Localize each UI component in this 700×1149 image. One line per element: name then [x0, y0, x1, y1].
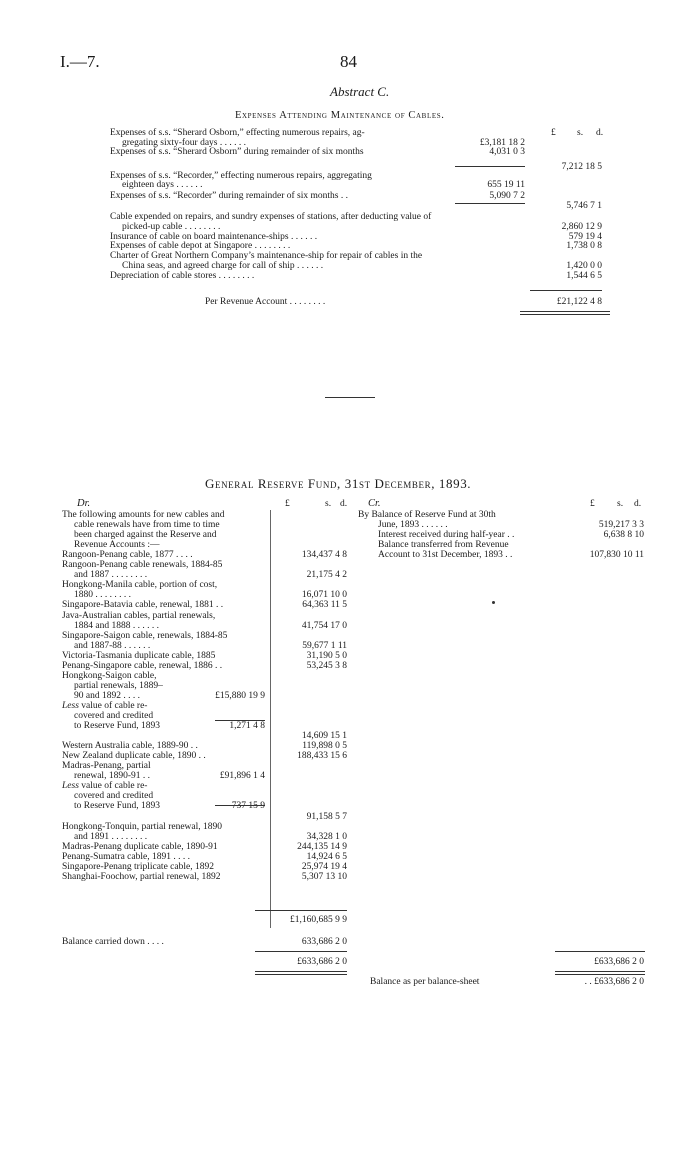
debit-amount: 34,328 1 0: [306, 832, 347, 842]
debit-line-text: and 1887-88 . . . . . .: [74, 641, 151, 651]
debit-line-text: cable renewals have from time to time: [74, 520, 220, 530]
debit-line-text: Java-Australian cables, partial renewals,: [62, 611, 216, 621]
cr-balance-label: Balance as per balance-sheet: [370, 977, 480, 987]
credit-amount: 6,638 8 10: [603, 530, 644, 540]
abstract-title: Abstract C.: [330, 84, 390, 99]
cr-balance-value: . . £633,686 2 0: [584, 977, 644, 987]
cr-currency-pound: £: [590, 499, 595, 509]
debit-line-text: renewal, 1890-91 . .: [74, 771, 150, 781]
credit-line-text: Balance transferred from Revenue: [378, 540, 509, 550]
currency-pound-header: £: [551, 128, 556, 138]
dr-total-double-rule: [255, 971, 347, 975]
debit-line-text: New Zealand duplicate cable, 1890 . .: [62, 751, 206, 761]
dr-subtotal-rule: [255, 910, 347, 911]
subtotal-rule: [455, 166, 525, 167]
less-label: Less: [62, 781, 79, 791]
abstract-line-total: 5,746 7 1: [566, 201, 602, 211]
dr-total: £633,686 2 0: [297, 957, 347, 967]
debit-line-text: Less value of cable re-: [62, 781, 148, 791]
cr-total-double-rule: [555, 971, 645, 975]
debit-line-text: Victoria-Tasmania duplicate cable, 1885: [62, 651, 216, 661]
debit-line-text: Hongkong-Saigon cable,: [62, 671, 157, 681]
debit-line-text: 1884 and 1888 . . . . . .: [74, 621, 159, 631]
cr-total: £633,686 2 0: [594, 957, 644, 967]
debit-line-text: partial renewals, 1889–: [74, 681, 163, 691]
debit-amount: 14,924 6 5: [306, 852, 347, 862]
debit-amount: 41,754 17 0: [301, 621, 347, 631]
abstract-line-text: Expenses of s.s. “Recorder” during remainder of six months . .: [110, 191, 348, 201]
debit-line-text: and 1891 . . . . . . . .: [74, 832, 148, 842]
debit-line-text: covered and credited: [74, 791, 154, 801]
debit-line-text: The following amounts for new cables and: [62, 510, 225, 520]
debit-line-text: Penang-Singapore cable, renewal, 1886 . .: [62, 661, 223, 671]
debit-line-text: Singapore-Saigon cable, renewals, 1884-85: [62, 631, 228, 641]
document-reference: I.—7.: [60, 52, 100, 71]
credit-amount: 107,830 10 11: [589, 550, 644, 560]
debit-inner-amount: £15,880 19 9: [215, 691, 265, 701]
dr-currency-pence: d.: [340, 499, 348, 509]
debit-amount: 119,898 0 5: [302, 741, 347, 751]
cr-currency-pence: d.: [634, 499, 642, 509]
debit-line-text: Madras-Penang, partial: [62, 761, 151, 771]
reserve-title: General Reserve Fund, 31st December, 1893.: [205, 476, 472, 491]
cr-label: Cr.: [368, 498, 381, 509]
debit-amount: 59,677 1 11: [302, 641, 347, 651]
debit-amount: 31,190 5 0: [306, 651, 347, 661]
debit-amount: 5,307 13 10: [301, 872, 347, 882]
abstract-line-amount: 4,031 0 3: [489, 147, 525, 157]
debit-line-text: Revenue Accounts :—: [74, 540, 160, 550]
debit-inner-amount: 737 15 9: [231, 801, 265, 811]
debit-amount: 25,974 19 4: [301, 862, 347, 872]
inner-rule: [215, 805, 265, 806]
dr-total-rule: [255, 951, 347, 952]
abstract-line-total: 1,738 0 8: [566, 241, 602, 251]
currency-pence-header: d.: [596, 128, 604, 138]
debit-line-text: Singapore-Batavia cable, renewal, 1881 . .: [62, 600, 224, 610]
debit-amount: 188,433 15 6: [297, 751, 347, 761]
debit-line-text: and 1887 . . . . . . . .: [74, 570, 148, 580]
total-rule: [530, 290, 602, 291]
debit-line-text: covered and credited: [74, 711, 154, 721]
dr-label: Dr.: [77, 498, 91, 509]
debit-amount: 244,135 14 9: [297, 842, 347, 852]
section-separator: [325, 397, 375, 398]
inner-rule: [215, 720, 265, 721]
abstract-line-amount: 5,090 7 2: [489, 191, 525, 201]
abstract-line-amount: 655 19 11: [487, 180, 525, 190]
abstract-line-total: 7,212 18 5: [561, 162, 602, 172]
abstract-line-text: Depreciation of cable stores . . . . . . . .: [110, 271, 255, 281]
currency-shilling-header: s.: [577, 128, 584, 138]
debit-column-rule: [270, 510, 271, 928]
dr-currency-shilling: s.: [325, 499, 332, 509]
abstract-line-text: picked-up cable . . . . . . . .: [122, 222, 221, 232]
abstract-line-amount: £3,181 18 2: [479, 138, 525, 148]
abstract-line-text: China seas, and agreed charge for call of ship . . . . . .: [122, 261, 324, 271]
debit-inner-amount: £91,896 1 4: [219, 771, 265, 781]
debit-line-text: been charged against the Reserve and: [74, 530, 217, 540]
abstract-line-text: Charter of Great Northern Company’s maintenance-ship for repair of cables in the: [110, 251, 423, 261]
debit-line-text: 90 and 1892 . . . .: [74, 691, 140, 701]
abstract-line-total: 2,860 12 9: [561, 222, 602, 232]
abstract-line-text: Expenses of s.s. “Recorder,” effecting numerous repairs, aggregating: [110, 171, 372, 181]
credit-line-text: Interest received during half-year . .: [378, 530, 515, 540]
ink-dot: [492, 601, 495, 604]
debit-amount: 134,437 4 8: [301, 550, 347, 560]
less-label: Less: [62, 701, 79, 711]
abstract-line-text: Cable expended on repairs, and sundry expenses of stations, after deducting value of: [110, 212, 432, 222]
dr-subtotal: £1,160,685 9 9: [290, 915, 347, 925]
credit-line-text: June, 1893 . . . . . .: [378, 520, 448, 530]
abstract-line-total: 1,544 6 5: [566, 271, 602, 281]
debit-line-text: Western Australia cable, 1889-90 . .: [62, 741, 198, 751]
debit-amount: 91,158 5 7: [306, 812, 347, 822]
debit-line-text: Rangoon-Penang cable renewals, 1884-85: [62, 560, 223, 570]
debit-line-text: Hongkong-Tonquin, partial renewal, 1890: [62, 822, 223, 832]
debit-line-text: Madras-Penang duplicate cable, 1890-91: [62, 842, 218, 852]
abstract-line-text: Expenses of s.s. “Sherard Osborn,” effecting numerous repairs, ag-: [110, 128, 365, 138]
debit-line-text: to Reserve Fund, 1893: [74, 721, 161, 731]
page-number: 84: [340, 52, 357, 71]
abstract-subtitle: Expenses Attending Maintenance of Cables.: [235, 110, 445, 121]
abstract-total-label: Per Revenue Account . . . . . . . .: [205, 297, 326, 307]
debit-amount: 53,245 3 8: [306, 661, 347, 671]
debit-line-text: Less value of cable re-: [62, 701, 148, 711]
total-double-rule: [520, 311, 610, 315]
debit-line-text: Hongkong-Manila cable, portion of cost,: [62, 580, 218, 590]
abstract-line-total: 1,420 0 0: [566, 261, 602, 271]
debit-line-text: to Reserve Fund, 1893: [74, 801, 161, 811]
debit-line-text: Shanghai-Foochow, partial renewal, 1892: [62, 872, 221, 882]
debit-amount: 14,609 15 1: [301, 731, 347, 741]
debit-inner-amount: 1,271 4 8: [229, 721, 265, 731]
debit-amount: 16,071 10 0: [301, 590, 347, 600]
cr-total-rule: [555, 951, 645, 952]
subtotal-rule: [455, 203, 525, 204]
credit-amount: 519,217 3 3: [598, 520, 644, 530]
abstract-total-value: £21,122 4 8: [556, 297, 602, 307]
abstract-line-text: Expenses of s.s. “Sherard Osborn” during remainder of six months: [110, 147, 364, 157]
credit-line-text: Account to 31st December, 1893 . .: [378, 550, 513, 560]
abstract-line-text: Expenses of cable depot at Singapore . . . . . . . .: [110, 241, 291, 251]
credit-line-text: By Balance of Reserve Fund at 30th: [358, 510, 496, 520]
abstract-line-text: eighteen days . . . . . .: [122, 180, 203, 190]
dr-balance-value: 633,686 2 0: [301, 937, 347, 947]
debit-line-text: Penang-Sumatra cable, 1891 . . . .: [62, 852, 190, 862]
dr-currency-pound: £: [285, 499, 290, 509]
debit-line-text: Singapore-Penang triplicate cable, 1892: [62, 862, 214, 872]
debit-line-text: Rangoon-Penang cable, 1877 . . . .: [62, 550, 193, 560]
debit-amount: 64,363 11 5: [302, 600, 347, 610]
abstract-line-total: 579 19 4: [568, 232, 602, 242]
dr-balance-label: Balance carried down . . . .: [62, 937, 164, 947]
debit-line-text: 1880 . . . . . . . .: [74, 590, 131, 600]
abstract-line-text: gregating sixty-four days . . . . . .: [122, 138, 247, 148]
cr-currency-shilling: s.: [617, 499, 624, 509]
abstract-line-text: Insurance of cable on board maintenance-ships . . . . . .: [110, 232, 318, 242]
debit-amount: 21,175 4 2: [306, 570, 347, 580]
